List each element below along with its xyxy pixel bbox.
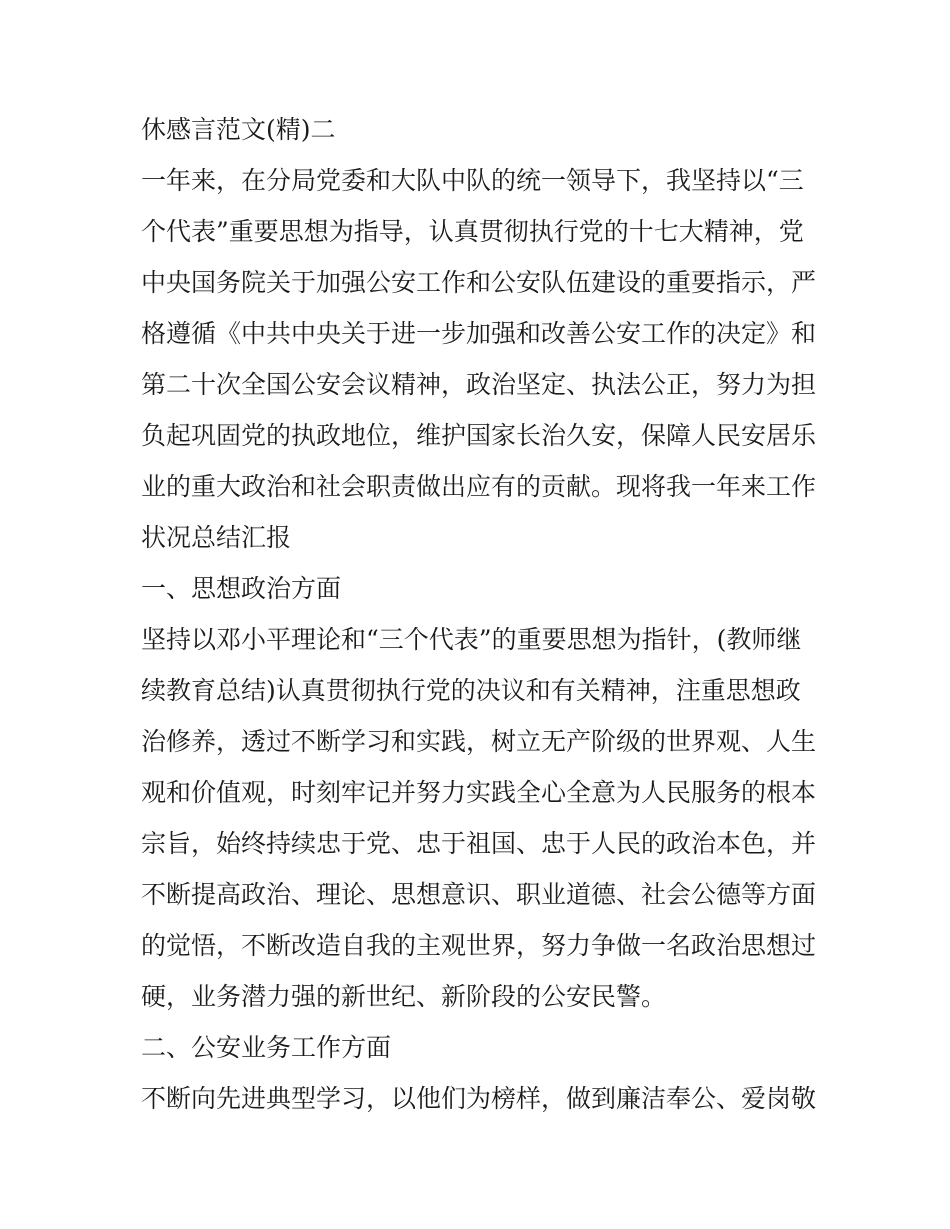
text-line: 状况总结汇报 <box>141 523 292 552</box>
document-body <box>141 104 821 1124</box>
document-title-line: 休感言范文(精)二 <box>141 115 336 144</box>
text-line: 第二十次全国公安会议精神，政治坚定、执法公正，努力为担 <box>141 370 817 399</box>
text-line: 负起巩固党的执政地位，维护国家长治久安，保障人民安居乐 <box>141 421 817 450</box>
section-heading-2: 二、公安业务工作方面 <box>141 1033 392 1062</box>
text-line: 不断提高政治、理论、思想意识、职业道德、社会公德等方面 <box>141 880 817 909</box>
section-heading-1: 一、思想政治方面 <box>141 574 342 603</box>
text-line: 坚持以邓小平理论和“三个代表”的重要思想为指针，(教师继 <box>141 625 802 654</box>
text-line: 硬，业务潜力强的新世纪、新阶段的公安民警。 <box>141 982 667 1011</box>
text-line: 宗旨，始终持续忠于党、忠于祖国、忠于人民的政治本色，并 <box>141 829 817 858</box>
text-line: 续教育总结)认真贯彻执行党的决议和有关精神，注重思想政 <box>141 676 801 705</box>
text-line: 治修养，透过不断学习和实践，树立无产阶级的世界观、人生 <box>141 727 817 756</box>
text-line: 一年来，在分局党委和大队中队的统一领导下，我坚持以“三 <box>141 166 804 195</box>
text-line: 中央国务院关于加强公安工作和公安队伍建设的重要指示，严 <box>141 268 817 297</box>
text-line: 个代表”重要思想为指导，认真贯彻执行党的十七大精神，党 <box>141 217 804 246</box>
text-line: 格遵循《中共中央关于进一步加强和改善公安工作的决定》和 <box>141 319 817 348</box>
text-line: 不断向先进典型学习，以他们为榜样，做到廉洁奉公、爱岗敬 <box>141 1084 817 1113</box>
text-line: 业的重大政治和社会职责做出应有的贡献。现将我一年来工作 <box>141 472 817 501</box>
text-line: 的觉悟，不断改造自我的主观世界，努力争做一名政治思想过 <box>141 931 817 960</box>
text-line: 观和价值观，时刻牢记并努力实践全心全意为人民服务的根本 <box>141 778 817 807</box>
